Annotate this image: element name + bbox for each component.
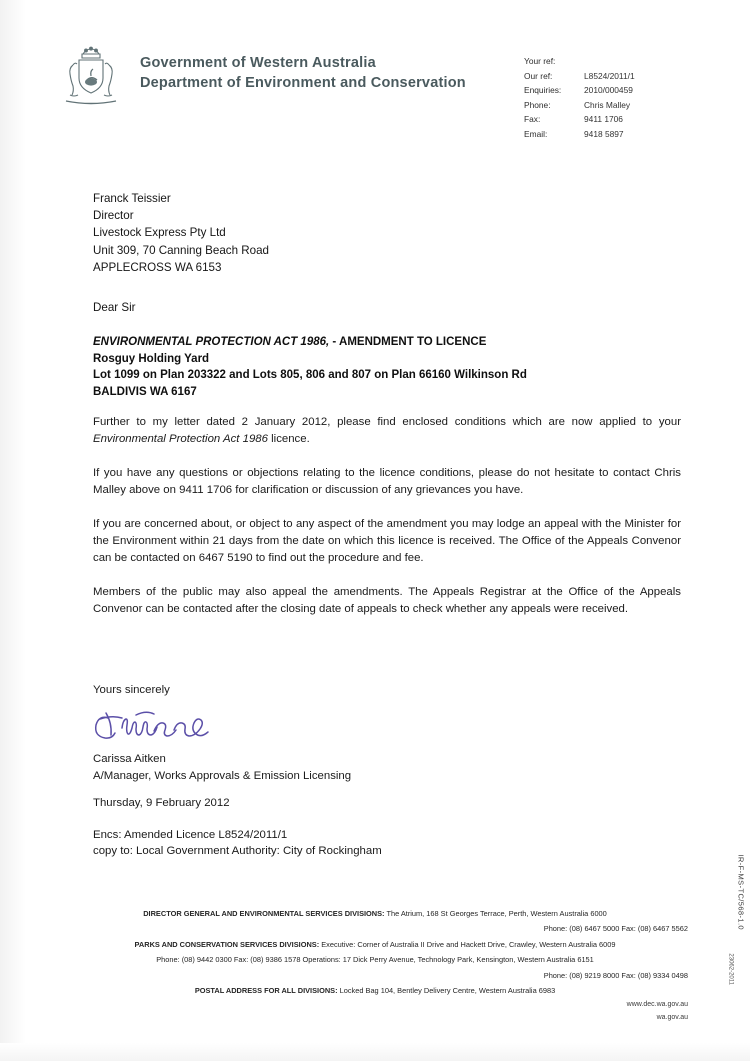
body-paragraph-3: If you are concerned about, or object to any aspect of the amendment you may lodge an appeal with the Minister for the Environment within 21 days from the date on which this licence is received. The Office of the Appeals Convenor can be contacted on 6467 5190 to find out the procedure and fee.	[93, 517, 681, 565]
signer-title: A/Manager, Works Approvals & Emission Licensing	[93, 769, 352, 782]
fax-value: 9411 1706	[584, 114, 623, 125]
footer-website-primary: www.dec.wa.gov.au	[626, 1001, 688, 1009]
footer-line3-address: Executive: Corner of Australia II Drive and Hackett Drive, Crawley, Western Australia 6009	[319, 939, 616, 949]
footer-website-secondary: wa.gov.au	[656, 1014, 688, 1022]
document-side-code: IR-F-MS-TC/568-1.0	[737, 854, 746, 930]
subject-premises: Rosguy Holding Yard	[93, 352, 210, 365]
email-value: 9418 5897	[584, 128, 624, 139]
reference-block	[524, 56, 635, 144]
scan-edge-shadow-left	[0, 0, 26, 1061]
reference-row	[524, 56, 635, 71]
reference-row	[524, 129, 635, 144]
footer-line3-label: PARKS AND CONSERVATION SERVICES DIVISIONS:	[134, 939, 320, 949]
fax-label: Fax:	[524, 114, 541, 125]
enclosures-line: Encs: Amended Licence L8524/2011/1	[93, 829, 288, 841]
addressee-street: Unit 309, 70 Canning Beach Road	[93, 243, 269, 257]
body-paragraph-2: If you have any questions or objections relating to the licence conditions, please do not hesitate to contact Chris Malley above on 9411 1706 for clarification or discussion of any grievances you have.	[93, 466, 681, 497]
footer-line-operations-phone: Phone: (08) 9219 8000 Fax: (08) 9334 0498	[543, 970, 688, 980]
enquiries-label: Enquiries:	[524, 85, 562, 96]
addressee-name: Franck Teissier	[93, 192, 171, 205]
addressee-company: Livestock Express Pty Ltd	[93, 226, 226, 240]
addressee-city-state: APPLECROSS WA 6153	[93, 260, 222, 274]
footer-line-director-general	[0, 906, 750, 921]
subject-act-suffix: - AMENDMENT TO LICENCE	[329, 336, 487, 348]
gov-title-line2: Department of Environment and Conservation	[140, 75, 466, 91]
subject-block	[93, 334, 527, 400]
body-paragraph-1	[93, 414, 681, 449]
enquiries-value: 2010/000459	[584, 85, 633, 96]
reference-row	[524, 100, 635, 115]
signoff: Yours sincerely	[93, 684, 170, 696]
subject-act-line	[93, 334, 527, 351]
footer-line-parks-phone: Phone: (08) 9442 0300 Fax: (08) 9386 1578 Operations: 17 Dick Perry Avenue, Technology Park, Kensington, Western Australia 6151	[156, 955, 594, 965]
salutation: Dear Sir	[93, 301, 136, 314]
body-p1-part-a: Further to my letter dated 2 January 2012, please find enclosed conditions which are now applied to your	[93, 416, 681, 428]
footer-line1-address: The Atrium, 168 St Georges Terrace, Perth, Western Australia 6000	[384, 909, 607, 918]
phone-label: Phone:	[524, 99, 551, 110]
scan-edge-shadow-bottom	[0, 1043, 750, 1061]
footer-line6-address: Locked Bag 104, Bentley Delivery Centre, Western Australia 6983	[337, 986, 556, 996]
your-ref-label: Your ref:	[524, 56, 556, 66]
email-label: Email:	[524, 128, 548, 139]
footer-line-postal	[0, 983, 750, 998]
reference-row	[524, 71, 635, 86]
reference-row	[524, 114, 635, 129]
body-p1-part-b: licence.	[267, 433, 310, 446]
our-ref-value: L8524/2011/1	[584, 70, 635, 81]
addressee-block	[93, 190, 269, 276]
subject-act-title: ENVIRONMENTAL PROTECTION ACT 1986,	[93, 336, 330, 348]
document-side-code-secondary: 23062-2011	[728, 953, 734, 985]
phone-value: Chris Malley	[584, 99, 631, 110]
footer-line6-label: POSTAL ADDRESS FOR ALL DIVISIONS:	[194, 986, 338, 996]
footer-line1-label: DIRECTOR GENERAL AND ENVIRONMENTAL SERVICES DIVISIONS:	[143, 909, 385, 918]
signer-block	[93, 751, 351, 784]
wa-state-crest-icon	[60, 45, 122, 111]
handwritten-signature-icon	[92, 706, 252, 746]
body-paragraph-4: Members of the public may also appeal the amendments. The Appeals Registrar at the Office of the Appeals Convenor can be contacted after the closing date of appeals to check whether any appeals were received.	[93, 585, 681, 616]
page-footer	[0, 906, 750, 1024]
footer-line-dg-phone: Phone: (08) 6467 5000 Fax: (08) 6467 5562	[543, 924, 688, 934]
enclosures-block	[93, 827, 382, 859]
our-ref-label: Our ref:	[524, 70, 553, 81]
subject-locality: BALDIVIS WA 6167	[93, 385, 197, 398]
gov-title-line1: Government of Western Australia	[140, 55, 376, 71]
copy-to-line: copy to: Local Government Authority: City of Rockingham	[93, 845, 382, 858]
body-p1-act-italic: Environmental Protection Act 1986	[93, 433, 268, 446]
letterhead	[60, 45, 466, 111]
letter-date: Thursday, 9 February 2012	[93, 797, 230, 809]
addressee-title: Director	[93, 209, 134, 223]
signer-name: Carissa Aitken	[93, 753, 166, 765]
subject-lots: Lot 1099 on Plan 203322 and Lots 805, 806 and 807 on Plan 66160 Wilkinson Rd	[93, 369, 527, 381]
letter-body	[93, 414, 681, 635]
footer-line-parks	[0, 937, 750, 952]
reference-row	[524, 85, 635, 100]
